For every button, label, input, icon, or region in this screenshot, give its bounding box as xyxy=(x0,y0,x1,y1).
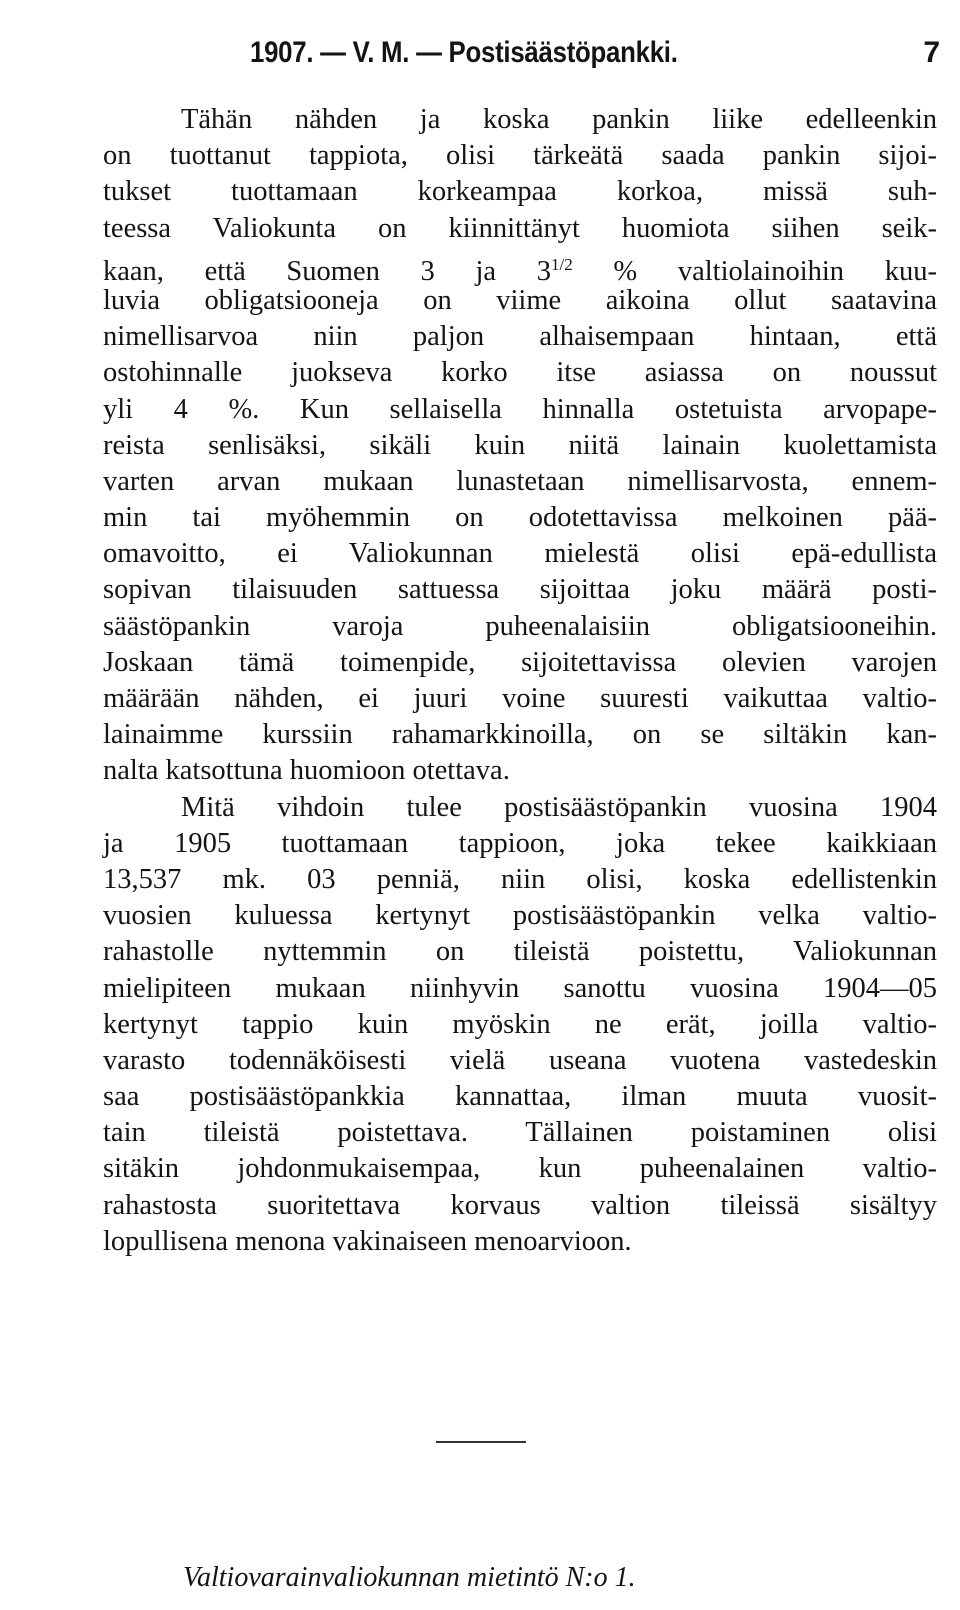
text-line: nalta katsottuna huomioon otettava. xyxy=(103,755,510,787)
text-line: saa postisäästöpankkia kannattaa, ilman muuta vuosit- xyxy=(103,1081,937,1113)
text-line: 13,537 mk. 03 penniä, niin olisi, koska edellistenkin xyxy=(103,863,937,895)
text-line: ostohinnalle juokseva korko itse asiassa on noussut xyxy=(103,357,937,389)
text-line: varasto todennäköisesti vielä useana vuotena vastedeskin xyxy=(103,1044,937,1076)
running-head: 1907. — V. M. — Postisäästöpankki. xyxy=(250,36,678,69)
text-line: vuosien kuluessa kertynyt postisäästöpankin velka valtio- xyxy=(103,900,937,932)
page-footer: Valtiovarainvaliokunnan mietintö N:o 1. xyxy=(183,1562,636,1593)
page-header xyxy=(250,30,940,76)
text-line: tukset tuottamaan korkeampaa korkoa, missä suh- xyxy=(103,176,937,208)
body-text xyxy=(103,102,937,1260)
text-line: rahastolle nyttemmin on tileistä poistettu, Valiokunnan xyxy=(103,936,937,968)
text-line: sitäkin johdonmukaisempaa, kun puheenalainen valtio- xyxy=(103,1153,937,1185)
text-line: Joskaan tämä toimenpide, sijoitettavissa olevien varojen xyxy=(103,646,937,678)
text-line: ja 1905 tuottamaan tappioon, joka tekee kaikkiaan xyxy=(103,827,937,859)
text-line: omavoitto, ei Valiokunnan mielestä olisi epä-edullista xyxy=(103,538,937,570)
fraction: 1/2 xyxy=(550,254,573,274)
line-text-start: kaan, että Suomen 3 ja 3 xyxy=(103,255,551,287)
text-line: Mitä vihdoin tulee postisäästöpankin vuosina 1904 xyxy=(181,791,937,823)
text-line: luvia obligatsiooneja on viime aikoina ollut saatavina xyxy=(103,284,937,316)
text-line: mielipiteen mukaan niinhyvin sanottu vuosina 1904—05 xyxy=(103,972,937,1004)
text-line: varten arvan mukaan lunastetaan nimellisarvosta, ennem- xyxy=(103,465,937,497)
text-line: Tähän nähden ja koska pankin liike edelleenkin xyxy=(181,104,937,135)
text-line: sopivan tilaisuuden sattuessa sijoittaa joku määrä posti- xyxy=(103,574,937,606)
section-divider xyxy=(436,1441,526,1443)
text-line: yli 4 %. Kun sellaisella hinnalla ostetuista arvopape- xyxy=(103,393,937,425)
text-line: lopullisena menona vakinaiseen menoarvioon. xyxy=(103,1225,632,1257)
page-number: 7 xyxy=(923,36,940,69)
text-line: on tuottanut tappiota, olisi tärkeätä saada pankin sijoi- xyxy=(103,140,937,172)
text-line: lainaimme kurssiin rahamarkkinoilla, on se siltäkin kan- xyxy=(103,719,937,751)
text-line: min tai myöhemmin on odotettavissa melkoinen pää- xyxy=(103,502,937,534)
text-line: nimellisarvoa niin paljon alhaisempaan hintaan, että xyxy=(103,321,937,353)
text-line: rahastosta suoritettava korvaus valtion tileissä sisältyy xyxy=(103,1189,937,1221)
text-line: määrään nähden, ei juuri voine suuresti vaikuttaa valtio- xyxy=(103,683,937,714)
text-line: säästöpankin varoja puheenalaisiin obligatsiooneihin. xyxy=(103,610,937,642)
text-line: reista senlisäksi, sikäli kuin niitä lainain kuolettamista xyxy=(103,429,937,461)
text-line-with-fraction xyxy=(103,247,937,287)
text-line: tain tileistä poistettava. Tällainen poistaminen olisi xyxy=(103,1117,937,1149)
line-text-end: % valtiolainoihin kuu- xyxy=(572,255,937,287)
text-line: kertynyt tappio kuin myöskin ne erät, joilla valtio- xyxy=(103,1008,937,1040)
text-line: teessa Valiokunta on kiinnittänyt huomiota siihen seik- xyxy=(103,212,937,244)
